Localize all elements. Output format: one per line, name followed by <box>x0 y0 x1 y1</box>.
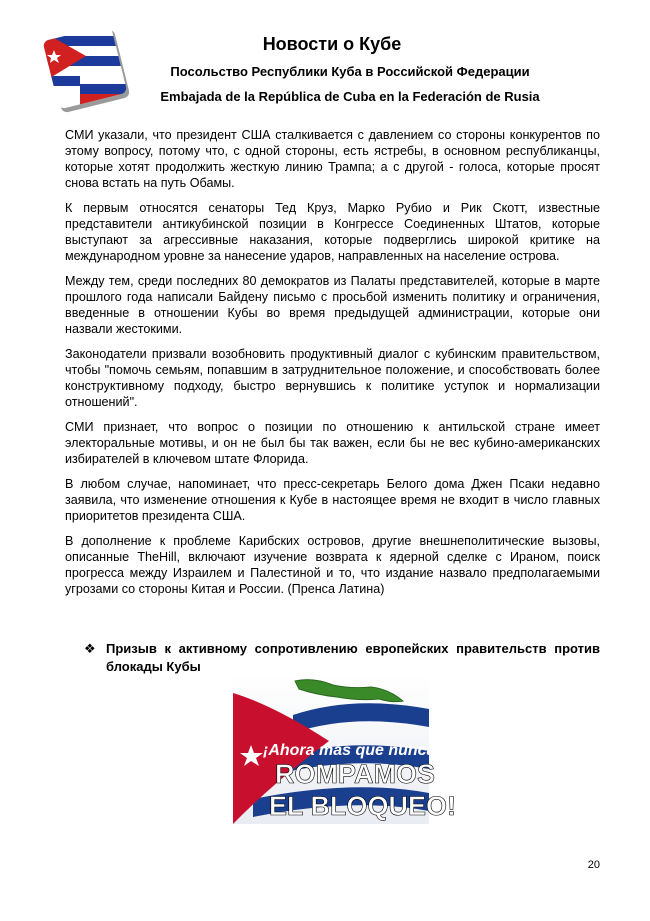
subtitle-spanish: Embajada de la República de Cuba en la Federación de Rusia <box>160 89 540 104</box>
paragraph: К первым относятся сенаторы Тед Круз, Марко Рубио и Рик Скотт, известные представители антикубинской позиции в Конгрессе Соединенных Штатов, которые выступают за агрессивные наказания, которые подверглись широкой критике на международном уровне за нанесение ударов, направленных на население острова. <box>65 201 600 263</box>
paragraph: В любом случае, напоминает, что пресс-секретарь Белого дома Джен Псаки недавно заявила, что изменение отношения к Кубе в настоящее время не входит в число главных приоритетов президента США. <box>65 477 600 523</box>
rompamos-el-bloqueo-poster <box>233 675 457 824</box>
subtitle-russian: Посольство Республики Куба в Российской Федерации <box>170 64 530 79</box>
page-title: Новости о Кубе <box>262 34 402 54</box>
paragraph: СМИ указали, что президент США сталкивается с давлением со стороны конкурентов по этому вопросу, потому что, с одной стороны, есть ястребы, в основном республиканцы, которые хотят продолжить жесткую линию Трампа; а с другой - голоса, которые просят снова встать на путь Обамы. <box>65 128 600 190</box>
article-body <box>65 127 600 606</box>
poster-line-3: EL BLOQUEO! <box>269 791 457 821</box>
diamond-bullet-icon: ❖ <box>84 641 96 656</box>
poster-line-2: ROMPAMOS <box>275 759 435 789</box>
bullet-heading-text: Призыв к активному сопротивлению европейских правительств против блокады Кубы <box>106 641 600 674</box>
paragraph: СМИ признает, что вопрос о позиции по отношению к антильской стране имеет электоральные мотивы, и он не был бы так важен, если бы не вес кубино-американских избирателей в ключевом штате Флорида. <box>65 420 600 466</box>
poster-line-1: ¡Ahora más que nunca, <box>263 742 440 759</box>
paragraph: В дополнение к проблеме Карибских островов, другие внешнеполитические вызовы, описанные TheHill, включают изучение возврата к ядерной сделке с Ираном, поиск прогресса между Израилем и Палестиной и то, что издание назвало предполагаемыми угрозами со стороны Китая и России. (Пренса Латина) <box>65 534 600 596</box>
paragraph: Между тем, среди последних 80 демократов из Палаты представителей, которые в марте прошлого года написали Байдену письмо с просьбой изменить политику и ограничения, введенные в отношении Кубы во время предыдущей администрации, которые они назвали жестокими. <box>65 274 600 336</box>
page-number: 20 <box>587 859 600 871</box>
paragraph: Законодатели призвали возобновить продуктивный диалог с кубинским правительством, чтобы "помочь семьям, попавшим в затруднительное положение, и способствовать более конструктивному подходу, быстро вернувшись к политике уступок и нормализации отношений". <box>65 347 600 409</box>
bullet-heading <box>84 640 600 676</box>
